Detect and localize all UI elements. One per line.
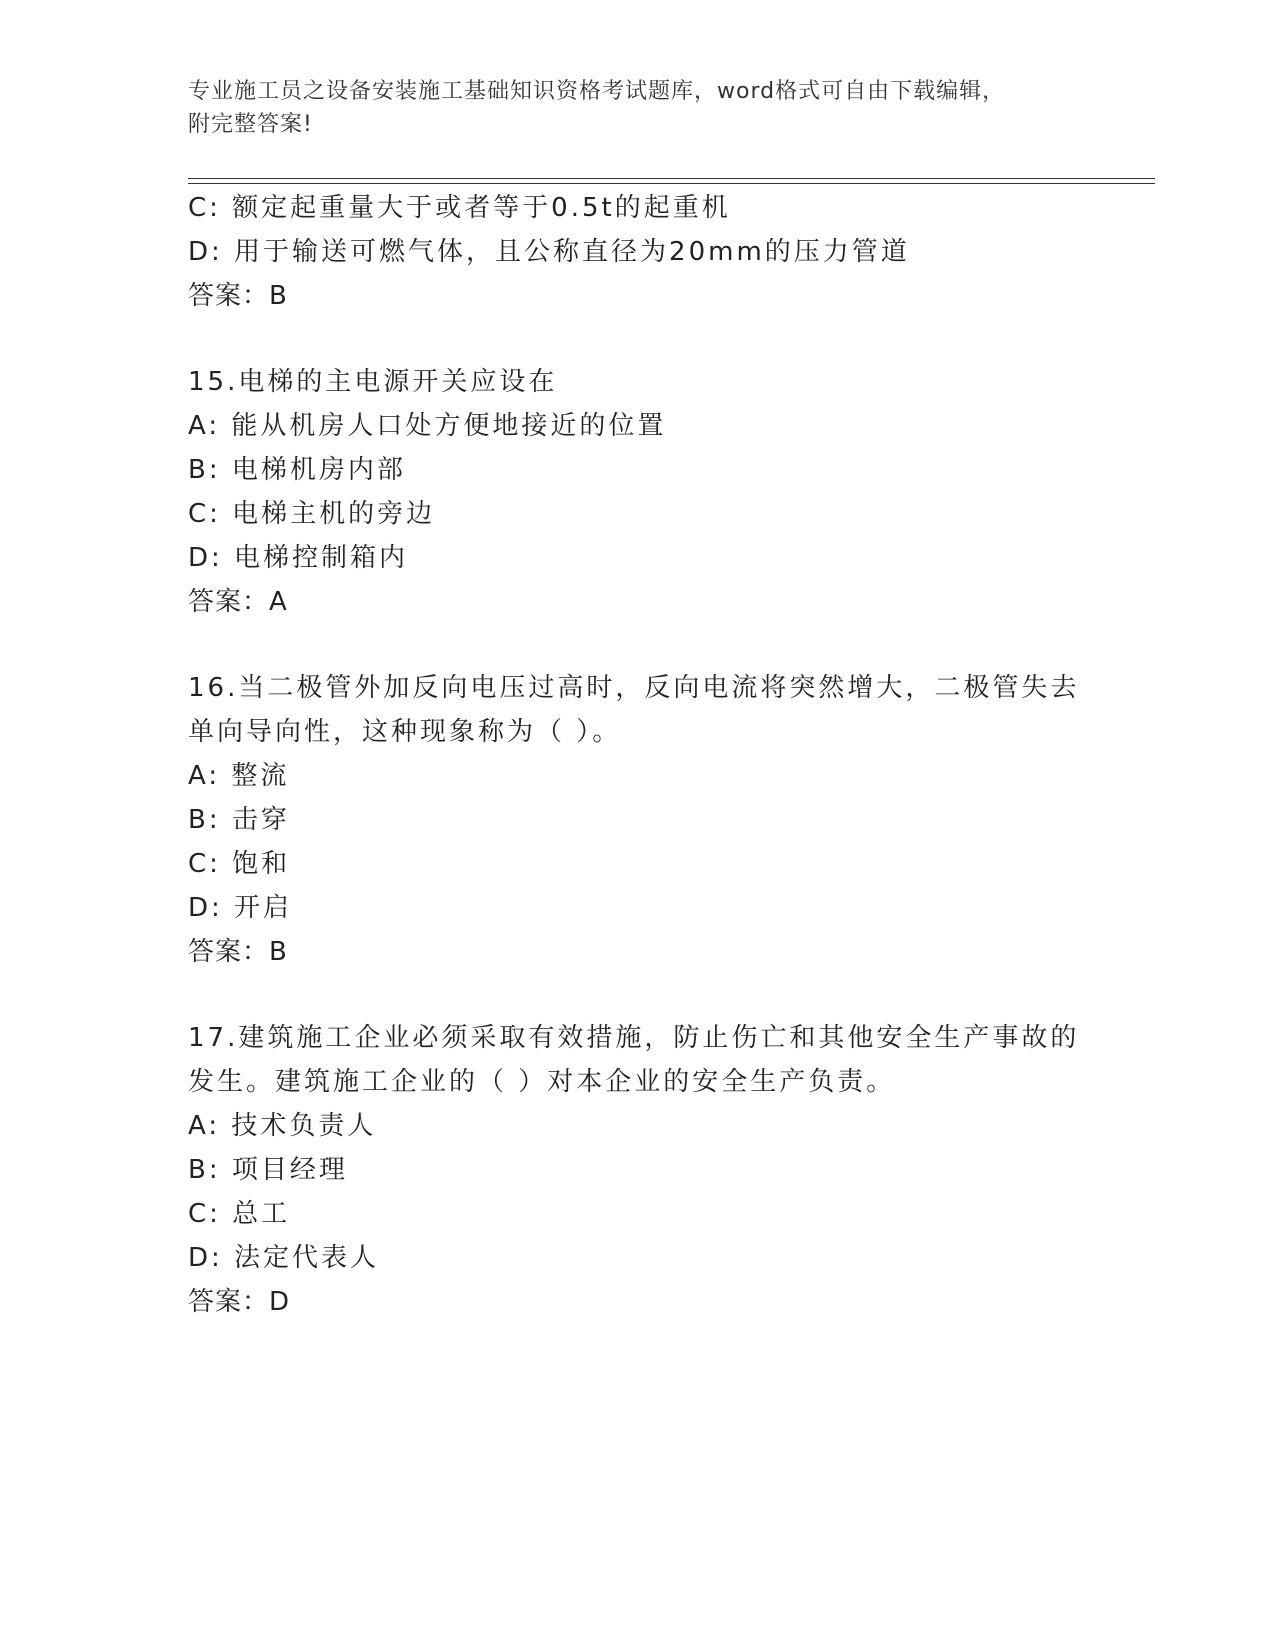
- q17-option-b: B: 项目经理: [188, 1155, 348, 1185]
- header-divider-top: [188, 178, 1155, 179]
- q16-stem-line-1: 16.当二极管外加反向电压过高时，反向电流将突然增大，二极管失去: [188, 673, 1080, 703]
- q17-option-a: A: 技术负责人: [188, 1111, 377, 1141]
- q16-option-a: A: 整流: [188, 761, 290, 791]
- q17-stem-line-1: 17.建筑施工企业必须采取有效措施，防止伤亡和其他安全生产事故的: [188, 1023, 1080, 1053]
- q16-answer: 答案：B: [188, 937, 288, 967]
- q15-option-d: D: 电梯控制箱内: [188, 543, 409, 573]
- q15-option-a: A: 能从机房人口处方便地接近的位置: [188, 411, 667, 441]
- q16-option-b: B: 击穿: [188, 805, 290, 835]
- q15-answer: 答案：A: [188, 587, 288, 617]
- q17-option-d: D: 法定代表人: [188, 1243, 380, 1273]
- q16-option-c: C: 饱和: [188, 849, 291, 879]
- q15-option-c: C: 电梯主机的旁边: [188, 499, 436, 529]
- prev-answer: 答案：B: [188, 281, 288, 311]
- q17-answer: 答案：D: [188, 1287, 291, 1317]
- prev-option-d: D: 用于输送可燃气体，且公称直径为20mm的压力管道: [188, 237, 910, 267]
- q17-stem-line-2: 发生。建筑施工企业的（ ）对本企业的安全生产负责。: [188, 1067, 896, 1097]
- header-line-2: 附完整答案!: [188, 112, 313, 137]
- q16-option-d: D: 开启: [188, 893, 293, 923]
- header-divider-bottom: [188, 183, 1155, 184]
- q15-option-b: B: 电梯机房内部: [188, 455, 406, 485]
- q15-stem: 15.电梯的主电源开关应设在: [188, 367, 558, 397]
- q16-stem-line-2: 单向导向性，这种现象称为（ ）。: [188, 717, 622, 747]
- q17-option-c: C: 总工: [188, 1199, 291, 1229]
- header-line-1: 专业施工员之设备安装施工基础知识资格考试题库，word格式可自由下载编辑，: [188, 79, 1006, 104]
- document-header: [188, 75, 1088, 141]
- prev-option-c: C: 额定起重量大于或者等于0.5t的起重机: [188, 193, 731, 223]
